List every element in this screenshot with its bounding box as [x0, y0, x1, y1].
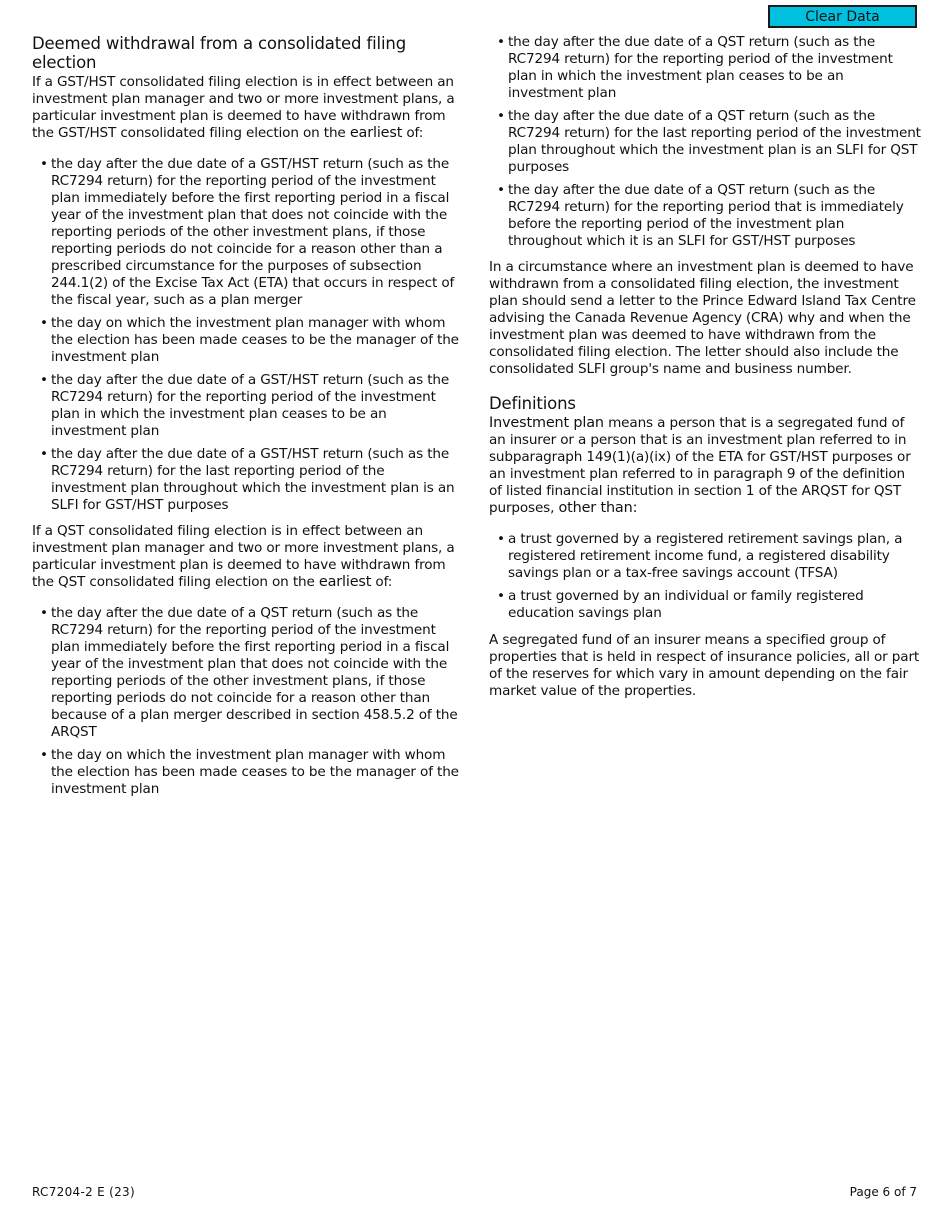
list-item: • a trust governed by an individual or family registered education savings plan [497, 588, 864, 621]
list-item: • the day after the due date of a QST return (such as the RC7294 return) for the reporting period of the investment plan in which the investment plan ceases to be an investment plan [497, 34, 893, 101]
definition-exclusions-list [489, 531, 921, 622]
list-item: • a trust governed by a registered retirement savings plan, a registered retirement income fund, a registered disability savings plan or a tax-free savings account (TFSA) [497, 531, 903, 581]
list-item: • the day after the due date of a QST return (such as the RC7294 return) for the last reporting period of the investment plan throughout which the investment plan is an SLFI for QST purposes [497, 108, 921, 175]
gst-withdrawal-list [32, 156, 462, 514]
list-item: • the day on which the investment plan manager with whom the election has been made ceases to be the manager of the investment plan [40, 315, 459, 365]
form-identifier: RC7204-2 E (23) [32, 1185, 135, 1199]
qst-intro-paragraph: If a QST consolidated filing election is in effect between an investment plan manager and two or more investment plans, a particular investment plan is deemed to have withdrawn from the QST consolidated filing election on the earliest of: [32, 523, 455, 590]
clear-data-button[interactable]: Clear Data [768, 5, 917, 28]
section-title-deemed-withdrawal: Deemed withdrawal from a consolidated filing election [32, 34, 407, 72]
bullet-icon: • [497, 531, 505, 547]
bullet-icon: • [40, 747, 48, 763]
bullet-icon: • [497, 34, 505, 50]
left-column [32, 34, 462, 807]
bullet-icon: • [497, 182, 505, 198]
list-item: • the day after the due date of a QST return (such as the RC7294 return) for the reporting period of the investment plan immediately before the first reporting period in a fiscal year of the investment plan that does not coincide with the reporting periods of the other investment plans, if those reporting periods do not coincide for a reason other than because of a plan merger described in section 458.5.2 of the ARQST [40, 605, 458, 740]
bullet-icon: • [40, 372, 48, 388]
bullet-icon: • [40, 605, 48, 621]
investment-plan-definition: Investment plan means a person that is a segregated fund of an insurer or a person that is an investment plan referred to in subparagraph 149(1)(a)(ix) of the ETA for GST/HST purposes or an investment plan referred to in paragraph 9 of the definition of listed financial institution in section 1 of the ARQST for QST purposes, other than: [489, 415, 911, 516]
list-item: • the day on which the investment plan manager with whom the election has been made ceases to be the manager of the investment plan [40, 747, 459, 797]
list-item: • the day after the due date of a QST return (such as the RC7294 return) for the reporting period that is immediately before the reporting period of the investment plan throughout which it is an SLFI for GST/HST purposes [497, 182, 904, 249]
page-number: Page 6 of 7 [849, 1185, 917, 1199]
circumstance-paragraph: In a circumstance where an investment plan is deemed to have withdrawn from a consolidated filing election, the investment plan should send a letter to the Prince Edward Island Tax Centre advising the Canada Revenue Agency (CRA) why and when the investment plan was deemed to have withdrawn from the consolidated filing election. The letter should also include the consolidated SLFI group's name and business number. [489, 259, 916, 377]
bullet-icon: • [40, 315, 48, 331]
bullet-icon: • [40, 446, 48, 462]
definition-term: Investment plan [489, 415, 604, 431]
list-item: • the day after the due date of a GST/HST return (such as the RC7294 return) for the last reporting period of the investment plan throughout which the investment plan is an SLFI for GST/HST purposes [40, 446, 455, 513]
qst-withdrawal-list [32, 605, 462, 798]
segregated-fund-paragraph: A segregated fund of an insurer means a specified group of properties that is held in respect of insurance policies, all or part of the reserves for which vary in amount depending on the fair market value of the properties. [489, 632, 920, 699]
section-title-definitions: Definitions [489, 394, 576, 413]
gst-intro-paragraph: If a GST/HST consolidated filing election is in effect between an investment plan manager and two or more investment plans, a particular investment plan is deemed to have withdrawn from the GST/HST consolidated filing election on the earliest of: [32, 74, 455, 141]
list-item: • the day after the due date of a GST/HST return (such as the RC7294 return) for the reporting period of the investment plan immediately before the first reporting period in a fiscal year of the investment plan that does not coincide with the reporting periods of the other investment plans, if those reporting periods do not coincide for a reason other than a prescribed circumstance for the purposes of subsection 244.1(2) of the Excise Tax Act (ETA) that occurs in respect of the fiscal year, such as a plan merger [40, 156, 455, 308]
bullet-icon: • [497, 588, 505, 604]
list-item: • the day after the due date of a GST/HST return (such as the RC7294 return) for the reporting period of the investment plan in which the investment plan ceases to be an investment plan [40, 372, 450, 439]
bullet-icon: • [497, 108, 505, 124]
qst-withdrawal-list-continued [489, 34, 921, 250]
right-column [489, 34, 921, 714]
bullet-icon: • [40, 156, 48, 172]
